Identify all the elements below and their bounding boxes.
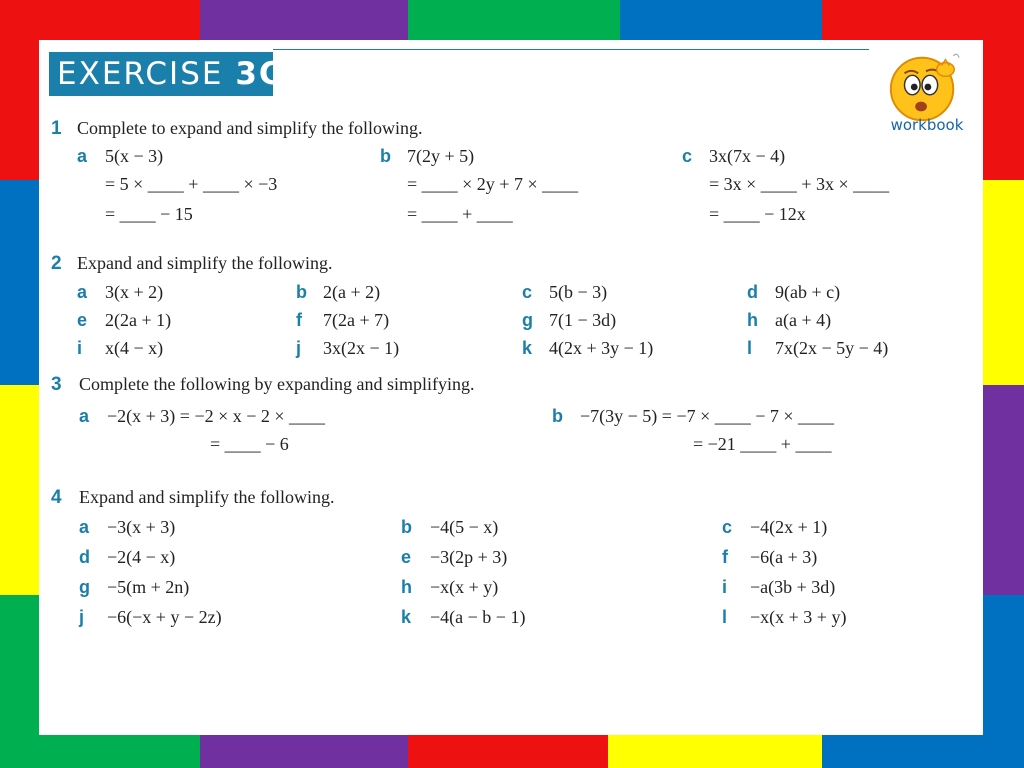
frame-left-yellow — [0, 385, 39, 595]
q1a-line: = ____ − 15 — [105, 204, 193, 224]
q2-item-expr: 4(2x + 3y − 1) — [549, 338, 654, 358]
q1c-label: c — [682, 146, 693, 166]
q1c-line: = 3x × ____ + 3x × ____ — [709, 174, 890, 194]
worksheet-page — [39, 40, 983, 735]
q3a-line: −2(x + 3) = −2 × x − 2 × ____ — [107, 406, 326, 426]
q4-number: 4 — [51, 487, 62, 508]
q2-item-expr: 7(2a + 7) — [323, 310, 390, 330]
q2-item-label: d — [747, 282, 758, 302]
q2-item-expr: 7(1 − 3d) — [549, 310, 617, 330]
frame-bottom-yellow — [608, 735, 822, 768]
title-rule — [273, 49, 869, 50]
q4-item-expr: −x(x + y) — [430, 577, 499, 597]
frame-bottom-purple — [200, 735, 408, 768]
frame-top-red-2 — [822, 0, 1024, 40]
q4-item-expr: −4(5 − x) — [430, 517, 499, 537]
q1b-line: = ____ + ____ — [407, 204, 513, 224]
q3-text: Complete the following by expanding and simplifying. — [79, 374, 475, 394]
q2-text: Expand and simplify the following. — [77, 253, 333, 273]
q4-item-expr: −4(2x + 1) — [750, 517, 828, 537]
frame-top-blue — [620, 0, 822, 40]
confused-face-icon — [885, 48, 963, 126]
frame-left-red — [0, 40, 39, 180]
q2-item-label: e — [77, 310, 88, 330]
q2-item-label: c — [522, 282, 533, 302]
exercise-title-word: EXERCISE — [57, 56, 224, 92]
q4-item-label: l — [722, 607, 728, 627]
q2-item-expr: 9(ab + c) — [775, 282, 841, 302]
q2-item-expr: 2(a + 2) — [323, 282, 381, 302]
q4-text: Expand and simplify the following. — [79, 487, 335, 507]
frame-bottom-red — [408, 735, 608, 768]
q1c-line: = ____ − 12x — [709, 204, 806, 224]
q4-item-expr: −5(m + 2n) — [107, 577, 190, 597]
q3b-line: −7(3y − 5) = −7 × ____ − 7 × ____ — [580, 406, 835, 426]
q1a-line: 5(x − 3) — [105, 146, 164, 166]
q3-number: 3 — [51, 374, 62, 395]
q4-item-label: i — [722, 577, 728, 597]
q1b-line: 7(2y + 5) — [407, 146, 475, 166]
q4-item-label: b — [401, 517, 412, 537]
frame-right-blue — [983, 595, 1024, 768]
q1a-line: = 5 × ____ + ____ × −3 — [105, 174, 278, 194]
q3b-line: = −21 ____ + ____ — [693, 434, 832, 454]
q4-item-label: a — [79, 517, 90, 537]
frame-top-red — [0, 0, 200, 40]
frame-right-yellow — [983, 180, 1024, 385]
q1c-line: 3x(7x − 4) — [709, 146, 786, 166]
q2-item-expr: x(4 − x) — [105, 338, 164, 358]
q4-item-expr: −6(−x + y − 2z) — [107, 607, 222, 627]
q2-item-expr: 3x(2x − 1) — [323, 338, 400, 358]
q2-item-label: g — [522, 310, 533, 330]
q2-item-expr: 3(x + 2) — [105, 282, 164, 302]
q2-item-expr: 5(b − 3) — [549, 282, 608, 302]
q4-item-label: f — [722, 547, 728, 567]
frame-bottom-blue — [822, 735, 983, 768]
q2-item-expr: 7x(2x − 5y − 4) — [775, 338, 889, 358]
frame-right-red — [983, 40, 1024, 180]
q1b-line: = ____ × 2y + 7 × ____ — [407, 174, 579, 194]
q3a-label: a — [79, 406, 90, 426]
q1-number: 1 — [51, 118, 62, 139]
q2-item-label: a — [77, 282, 88, 302]
q4-item-expr: −x(x + 3 + y) — [750, 607, 847, 627]
q2-item-label: l — [747, 338, 753, 358]
frame-left-blue — [0, 180, 39, 385]
q1a-label: a — [77, 146, 88, 166]
exercise-title-code: 3C — [235, 56, 284, 92]
q2-number: 2 — [51, 253, 62, 274]
exercise-title — [49, 52, 284, 96]
q4-item-expr: −a(3b + 3d) — [750, 577, 836, 597]
q2-item-label: j — [296, 338, 302, 358]
q3a-line: = ____ − 6 — [210, 434, 289, 454]
q4-item-label: j — [79, 607, 85, 627]
q4-item-label: h — [401, 577, 412, 597]
q1b-label: b — [380, 146, 391, 166]
q2-item-expr: 2(2a + 1) — [105, 310, 172, 330]
q2-item-label: k — [522, 338, 533, 358]
q4-item-expr: −3(2p + 3) — [430, 547, 508, 567]
q1-text: Complete to expand and simplify the following. — [77, 118, 423, 138]
frame-top-green — [408, 0, 620, 40]
q3b-label: b — [552, 406, 563, 426]
q2-item-expr: a(a + 4) — [775, 310, 832, 330]
q2-item-label: h — [747, 310, 758, 330]
q4-item-expr: −3(x + 3) — [107, 517, 176, 537]
workbook-label: workbook — [890, 116, 964, 134]
frame-bottom-green — [39, 735, 200, 768]
q4-item-label: g — [79, 577, 90, 597]
frame-left-green — [0, 595, 39, 768]
q2-item-label: f — [296, 310, 302, 330]
frame-right-purple — [983, 385, 1024, 595]
q4-item-label: k — [401, 607, 412, 627]
q4-item-label: e — [401, 547, 412, 567]
q4-item-expr: −4(a − b − 1) — [430, 607, 526, 627]
q4-item-expr: −2(4 − x) — [107, 547, 176, 567]
frame-top-purple — [200, 0, 408, 40]
q4-item-expr: −6(a + 3) — [750, 547, 818, 567]
q2-item-label: i — [77, 338, 83, 358]
q4-item-label: c — [722, 517, 733, 537]
q4-item-label: d — [79, 547, 90, 567]
q2-item-label: b — [296, 282, 307, 302]
